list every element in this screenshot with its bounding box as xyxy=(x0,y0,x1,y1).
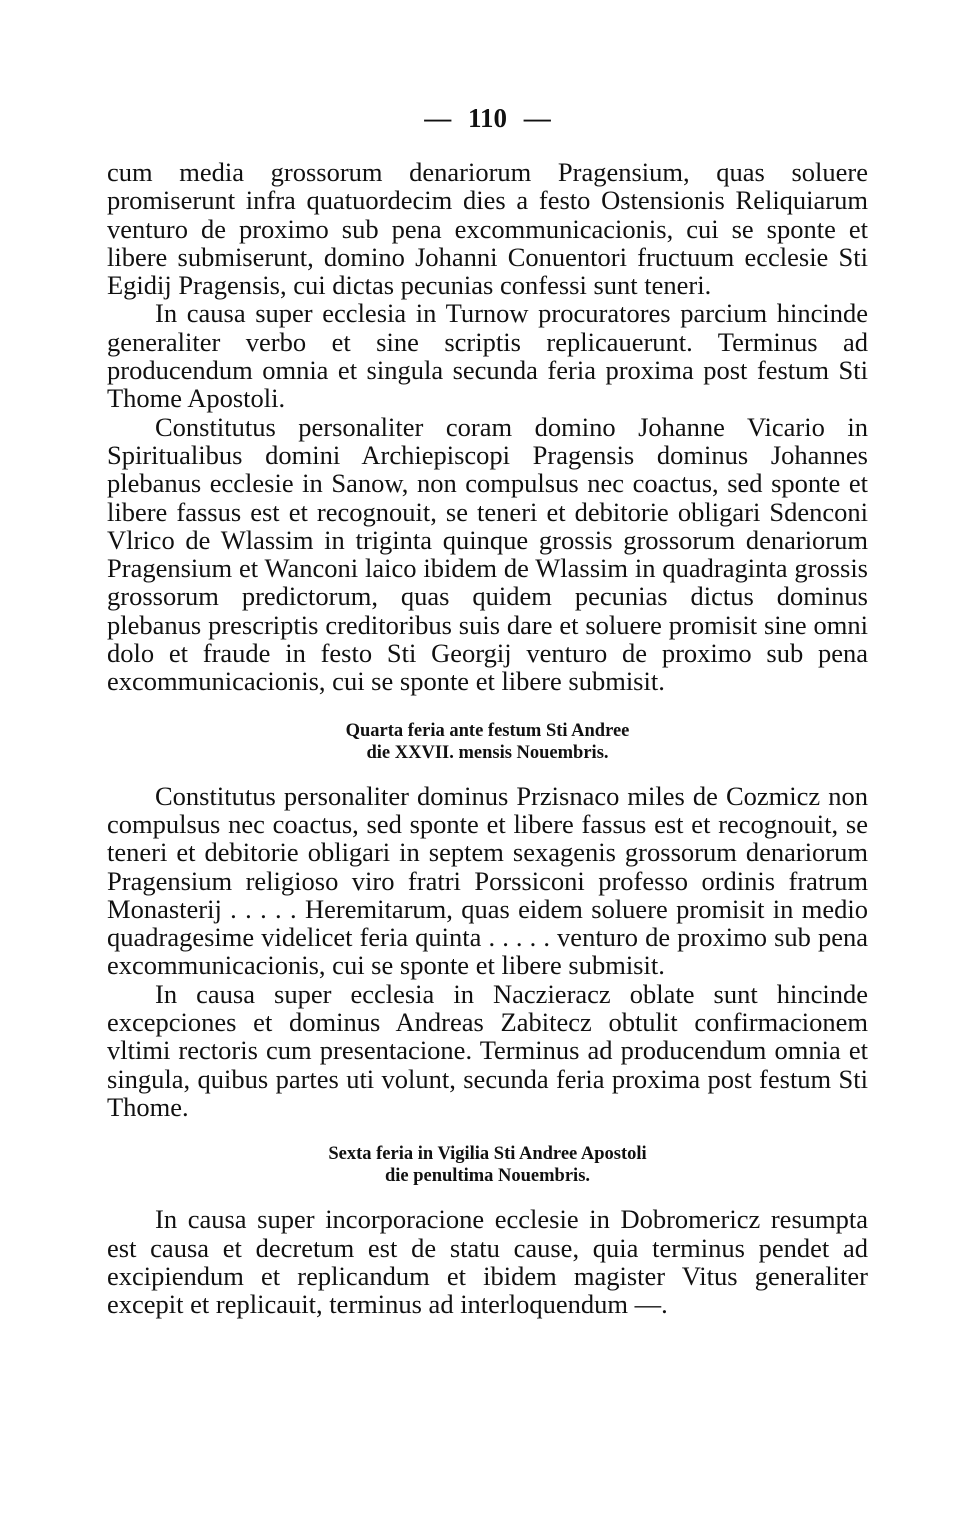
paragraph-turnow: In causa super ecclesia in Turnow procuratores parcium hincinde generaliter verbo et sine scriptis replicauerunt. Terminus ad producendum omnia et singula secunda feria proxima post festum Sti Thome Apostoli. xyxy=(107,298,868,414)
paragraph-przisnaco: Constitutus personaliter dominus Przisnaco miles de Cozmicz non compulsus nec coactus, sed sponte et libere fassus est et recognouit, se teneri et debitorie obligari in septem sexagenis grossorum denariorum Pragensium religioso viro fratri Porssiconi professo ordinis fratrum Monasterij . . . . . Heremitarum, quas eidem soluere promisit in medio quadragesime videlicet feria quinta . . . . . venturo de proximo sub pena excommunicacionis, cui se sponte et libere submisit. xyxy=(107,780,868,981)
heading-line: die penultima Nouembris. xyxy=(384,1166,591,1187)
paragraph-dobromericz: In causa super incorporacione ecclesie in Dobromericz resumpta est causa et decretum est de statu cause, quia terminus pendet ad excipiendum et replicandum et ibidem magister Vitus generaliter excepit et replicauit, terminus ad interloquendum —. xyxy=(107,1204,868,1320)
paragraph-sanow: Constitutus personaliter coram domino Johanne Vicario in Spiritualibus domini Archiepiscopi Pragensis dominus Johannes plebanus ecclesie in Sanow, non compulsus nec coactus, sed sponte et libere fassus est et recognouit, se teneri et debitorie obligari Sdenconi Vlrico de Wlassim in triginta quinque grossis grossorum denariorum Pragensium et Wanconi laico ibidem de Wlassim in quadraginta grossis grossorum predictorum, quas quidem pecunias dictus dominus plebanus prescriptis creditoribus suis dare et soluere promisit sine omni dolo et fraude in festo Sti Georgij venturo de proximo sub pena excommunicacionis, cui se sponte et libere submisit. xyxy=(107,411,868,697)
date-heading-sexta-feria xyxy=(107,1143,868,1187)
header-dash-right: — xyxy=(523,103,551,133)
page-header xyxy=(107,98,868,138)
header-dash-left: — xyxy=(424,103,452,133)
paragraph-continuation: cum media grossorum denariorum Pragensium, quas soluere promiserunt infra quatuordecim dies a festo Ostensionis Reliquiarum venturo de proximo sub pena excommunicacionis, cui se sponte et libere submiserunt, domino Johanni Conuentori fructuum ecclesie Sti Egidij Pragensis, cui dictas pecunias confessi sunt teneri. xyxy=(107,157,868,301)
heading-line: Quarta feria ante festum Sti Andree xyxy=(345,720,630,741)
heading-line: Sexta feria in Vigilia Sti Andree Apostoli xyxy=(328,1144,647,1165)
date-heading-quarta-feria xyxy=(107,720,868,764)
heading-line: die XXVII. mensis Nouembris. xyxy=(366,742,609,763)
paragraph-naczieracz: In causa super ecclesia in Naczieracz oblate sunt hincinde excepciones et dominus Andreas Zabitecz obtulit confirmacionem vltimi rectoris cum presentacione. Terminus ad producendum omnia et singula, quibus partes uti volunt, secunda feria proxima post festum Sti Thome. xyxy=(107,978,868,1122)
page-number: 110 xyxy=(467,103,507,133)
